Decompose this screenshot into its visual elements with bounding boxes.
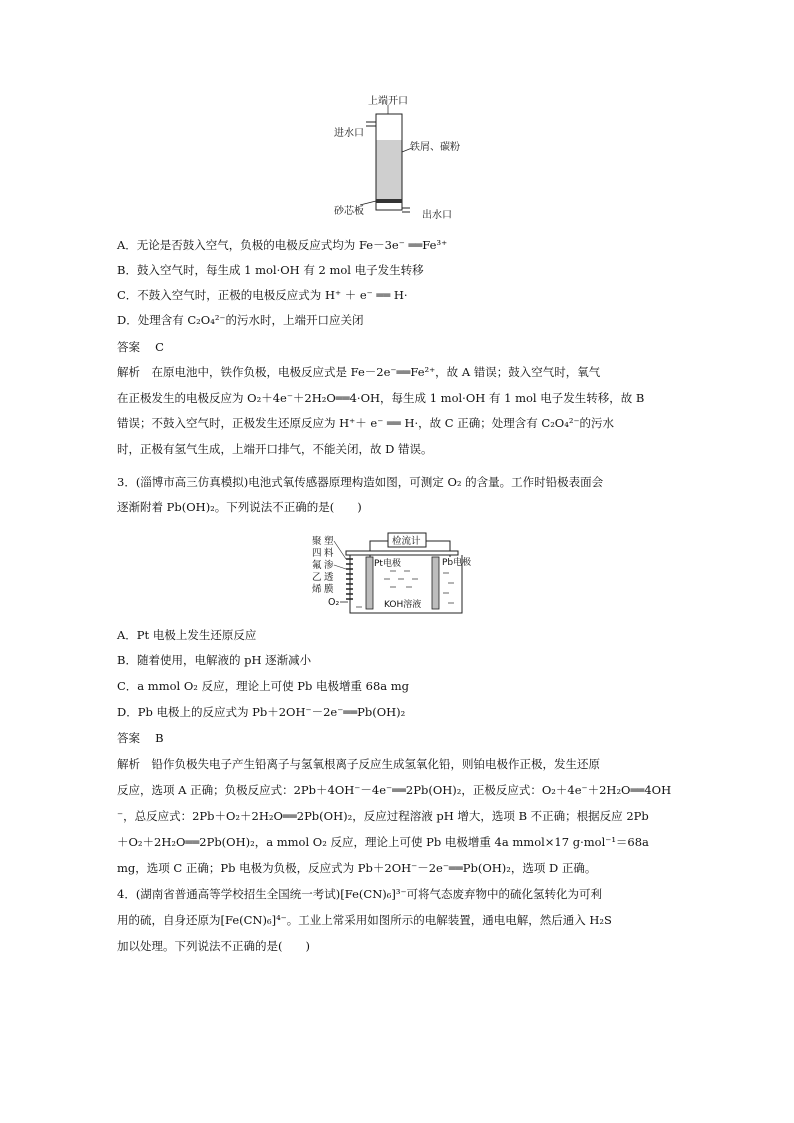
- pt-electrode-label: Pt电极: [374, 559, 401, 569]
- q3-analysis-line-4: ＋O₂＋2H₂O══2Pb(OH)₂，a mmol O₂ 反应，理论上可使 Pb 电极增重 4a mmol×17 g·mol⁻¹＝68a: [117, 835, 649, 849]
- answer-value: C: [155, 340, 164, 354]
- reactor-figure: [330, 92, 470, 227]
- svg-text:料: 料: [324, 548, 334, 559]
- q2-analysis-line-2: 在正极发生的电极反应为 O₂＋4e⁻＋2H₂O══4·OH，每生成 1 mol·OH 有 1 mol 电子发生转移，故 B: [117, 391, 645, 405]
- pb-electrode-label: Pb电极: [442, 558, 472, 568]
- svg-text:聚: 聚: [312, 536, 322, 547]
- q2-option-d: D．处理含有 C₂O₄²⁻的污水时，上端开口应关闭: [117, 313, 364, 327]
- q3-stem-line-2: 逐渐附着 Pb(OH)₂。下列说法不正确的是( ): [117, 500, 362, 514]
- label-sand-core: 砂芯板: [334, 206, 364, 217]
- q3-option-d: D．Pb 电极上的反应式为 Pb＋2OH⁻－2e⁻══Pb(OH)₂: [117, 705, 406, 719]
- q2-option-c: C．不鼓入空气时，正极的电极反应式为 H⁺ ＋ e⁻ ══ H·: [117, 288, 408, 302]
- q2-analysis-line-4: 时，正极有氢气生成，上端开口排气，不能关闭，故 D 错误。: [117, 442, 433, 456]
- q2-option-b: B．鼓入空气时，每生成 1 mol·OH 有 2 mol 电子发生转移: [117, 263, 424, 277]
- svg-text:氟: 氟: [312, 560, 322, 571]
- q4-stem-line-2: 用的硫，自身还原为[Fe(CN)₆]⁴⁻。工业上常采用如图所示的电解装置，通电电解，然后通入 H₂S: [117, 913, 612, 927]
- pb-electrode: [432, 557, 439, 609]
- label-water-out: 出水口: [422, 210, 452, 221]
- q3-analysis-line-5: mg，选项 C 正确；Pb 电极为负极，反应式为 Pb＋2OH⁻－2e⁻══Pb(OH)₂，选项 D 正确。: [117, 861, 597, 875]
- svg-text:膜: 膜: [324, 584, 334, 595]
- answer-label: 答案: [117, 340, 140, 354]
- pt-electrode: [366, 557, 373, 609]
- q3-option-c: C．a mmol O₂ 反应，理论上可使 Pb 电极增重 68a mg: [117, 679, 410, 693]
- label-water-in: 进水口: [334, 128, 364, 139]
- packed-iron-carbon: [377, 140, 402, 199]
- q2-answer: [117, 339, 677, 355]
- svg-text:透: 透: [324, 572, 334, 583]
- q3-stem-line-1: 3．(淄博市高三仿真模拟)电池式氧传感器原理构造如图，可测定 O₂ 的含量。工作时铅极表面会: [117, 475, 604, 489]
- answer-label: 答案: [117, 731, 140, 745]
- q2-analysis-line-1: 解析 在原电池中，铁作负极，电极反应式是 Fe－2e⁻══Fe²⁺，故 A 错误；鼓入空气时，氧气: [117, 365, 601, 379]
- q2-analysis-line-3: 错误；不鼓入空气时，正极发生还原反应为 H⁺＋ e⁻ ══ H·，故 C 正确；处理含有 C₂O₄²⁻的污水: [117, 416, 615, 430]
- label-top-opening: 上端开口: [368, 96, 408, 107]
- q3-option-a: A．Pt 电极上发生还原反应: [117, 628, 257, 642]
- q2-option-a: A．无论是否鼓入空气，负极的电极反应式均为 Fe－3e⁻ ══Fe³⁺: [117, 238, 448, 252]
- label-iron-carbon: 铁屑、碳粉: [410, 142, 460, 153]
- electrolyte-label: KOH溶液: [384, 600, 422, 610]
- svg-text:塑: 塑: [324, 536, 334, 547]
- galvanometer-label: 检流计: [392, 536, 421, 547]
- q3-option-b: B．随着使用，电解液的 pH 逐渐减小: [117, 653, 312, 667]
- sand-core-plate: [376, 199, 402, 203]
- q3-analysis-line-2: 反应，选项 A 正确；负极反应式：2Pb＋4OH⁻－4e⁻══2Pb(OH)₂，正极反应式：O₂＋4e⁻＋2H₂O══4OH: [117, 783, 672, 797]
- q4-stem-line-3: 加以处理。下列说法不正确的是( ): [117, 939, 310, 953]
- svg-text:渗: 渗: [324, 560, 334, 571]
- q4-stem-line-1: 4．(湖南省普通高等学校招生全国统一考试)[Fe(CN)₆]³⁻可将气态废弃物中的硫化氢转化为可利: [117, 887, 603, 901]
- answer-value: B: [155, 731, 164, 745]
- svg-text:四: 四: [312, 548, 322, 559]
- svg-text:烯: 烯: [312, 584, 322, 595]
- oxygen-sensor-figure: [298, 527, 488, 621]
- o2-label: O₂: [328, 597, 340, 608]
- svg-text:乙: 乙: [312, 572, 322, 583]
- q3-analysis-line-1: 解析 铅作负极失电子产生铅离子与氢氧根离子反应生成氢氧化铅，则铂电极作正极，发生还原: [117, 757, 600, 771]
- q3-answer: [117, 730, 677, 746]
- q3-analysis-line-3: ⁻，总反应式：2Pb＋O₂＋2H₂O══2Pb(OH)₂，反应过程溶液 pH 增大，选项 B 不正确；根据反应 2Pb: [117, 809, 649, 823]
